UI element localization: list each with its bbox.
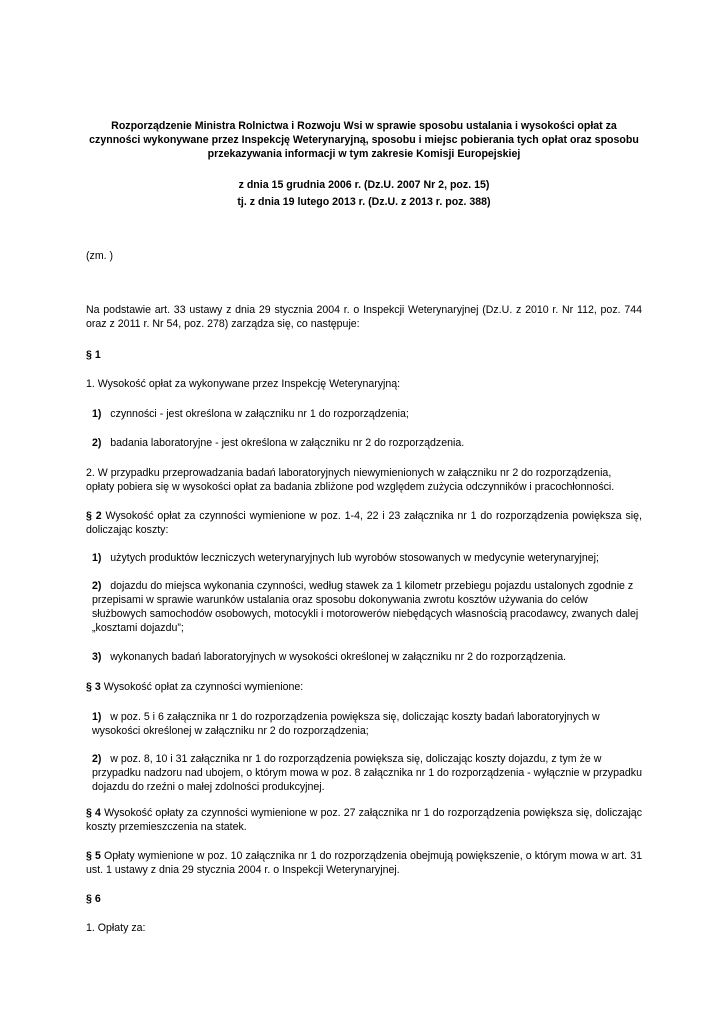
section-5-text: Opłaty wymienione w poz. 10 załącznika nr 1 do rozporządzenia obejmują powiększenie, o którym mowa w art. 31 ust. 1 ustawy z dnia 29 stycznia 2004 r. o Inspekcji Weterynaryjnej. (86, 850, 642, 876)
section-5-heading: § 5 (86, 850, 101, 862)
section-2-text: Wysokość opłat za czynności wymienione w poz. 1-4, 22 i 23 załącznika nr 1 do rozporządzenia powiększa się, doliczając koszty: (86, 510, 642, 536)
section-4-text: Wysokość opłaty za czynności wymienione w poz. 27 załącznika nr 1 do rozporządzenia powiększa się, doliczając koszty przemieszczenia na statek. (86, 807, 642, 833)
list-item-text: w poz. 8, 10 i 31 załącznika nr 1 do rozporządzenia powiększa się, doliczając koszty dojazdu, z tym że w przypadku nadzoru nad ubojem, o którym mowa w poz. 8 załącznika nr 1 do rozporządzenia - wyłącznie w przypadku dojazdu do rzeźni o małej zdolności produkcyjnej. (92, 753, 642, 793)
list-item-number: 1) (92, 711, 102, 723)
publication-date-line: z dnia 15 grudnia 2006 r. (Dz.U. 2007 Nr 2, poz. 15) (238, 179, 490, 191)
section-6-heading: § 6 (86, 893, 101, 905)
list-item (92, 710, 642, 738)
consolidated-text-line: tj. z dnia 19 lutego 2013 r. (Dz.U. z 2013 r. poz. 388) (237, 196, 491, 208)
preamble: Na podstawie art. 33 ustawy z dnia 29 stycznia 2004 r. o Inspekcji Weterynaryjnej (Dz.U. z 2010 r. Nr 112, poz. 744 oraz z 2011 r. Nr 54, poz. 278) zarządza się, co następuje: (86, 304, 642, 330)
list-item (92, 407, 642, 421)
list-item-number: 2) (92, 753, 102, 765)
section-1-heading: § 1 (86, 349, 101, 361)
list-item-number: 2) (92, 580, 102, 592)
list-item (92, 752, 642, 794)
section-5-paragraph (86, 849, 642, 877)
list-item-number: 3) (92, 651, 102, 663)
section-1-paragraph-1: 1. Wysokość opłat za wykonywane przez Inspekcję Weterynaryjną: (86, 378, 401, 390)
list-item-text: czynności - jest określona w załączniku nr 1 do rozporządzenia; (110, 408, 409, 420)
list-item-number: 1) (92, 408, 102, 420)
section-4-paragraph (86, 806, 642, 834)
list-item (92, 551, 642, 565)
section-3-paragraph (86, 680, 642, 694)
list-item-number: 1) (92, 552, 102, 564)
section-2-paragraph (86, 509, 642, 537)
list-item-number: 2) (92, 437, 102, 449)
section-3-heading: § 3 (86, 681, 101, 693)
list-item (92, 650, 642, 664)
list-item-text: badania laboratoryjne - jest określona w załączniku nr 2 do rozporządzenia. (110, 437, 465, 449)
amendments-note: (zm. ) (86, 250, 114, 262)
section-1-paragraph-2: 2. W przypadku przeprowadzania badań laboratoryjnych niewymienionych w załączniku nr 2 do rozporządzenia, opłaty pobiera się w wysokości opłat za badania zbliżone pod względem zużycia odczynników i pracochłonności. (86, 467, 615, 493)
list-item-text: wykonanych badań laboratoryjnych w wysokości określonej w załączniku nr 2 do rozporządzenia. (110, 651, 567, 663)
list-item (92, 579, 642, 635)
list-item-text: dojazdu do miejsca wykonania czynności, według stawek za 1 kilometr przebiegu pojazdu ustalonych zgodnie z przepisami w sprawie warunków ustalania oraz sposobu dokonywania zwrotu kosztów używania do celów służbowych samochodów osobowych, motocykli i motorowerów niebędących własnością pracodawcy, zwanych dalej „kosztami dojazdu”; (92, 580, 639, 634)
list-item-text: w poz. 5 i 6 załącznika nr 1 do rozporządzenia powiększa się, doliczając koszty badań laboratoryjnych w wysokości określonej w załączniku nr 2 do rozporządzenia; (92, 711, 600, 737)
document-title: Rozporządzenie Ministra Rolnictwa i Rozwoju Wsi w sprawie sposobu ustalania i wysokości opłat za czynności wykonywane przez Inspekcję Weterynaryjną, sposobu i miejsc pobierania tych opłat oraz sposobu przekazywania informacji w tym zakresie Komisji Europejskiej (89, 120, 639, 160)
section-6-paragraph-1: 1. Opłaty za: (86, 922, 146, 934)
section-4-heading: § 4 (86, 807, 101, 819)
section-2-heading: § 2 (86, 510, 102, 522)
section-3-text: Wysokość opłat za czynności wymienione: (103, 681, 304, 693)
list-item-text: użytych produktów leczniczych weterynaryjnych lub wyrobów stosowanych w medycynie weterynaryjnej; (110, 552, 599, 564)
list-item (92, 436, 642, 450)
